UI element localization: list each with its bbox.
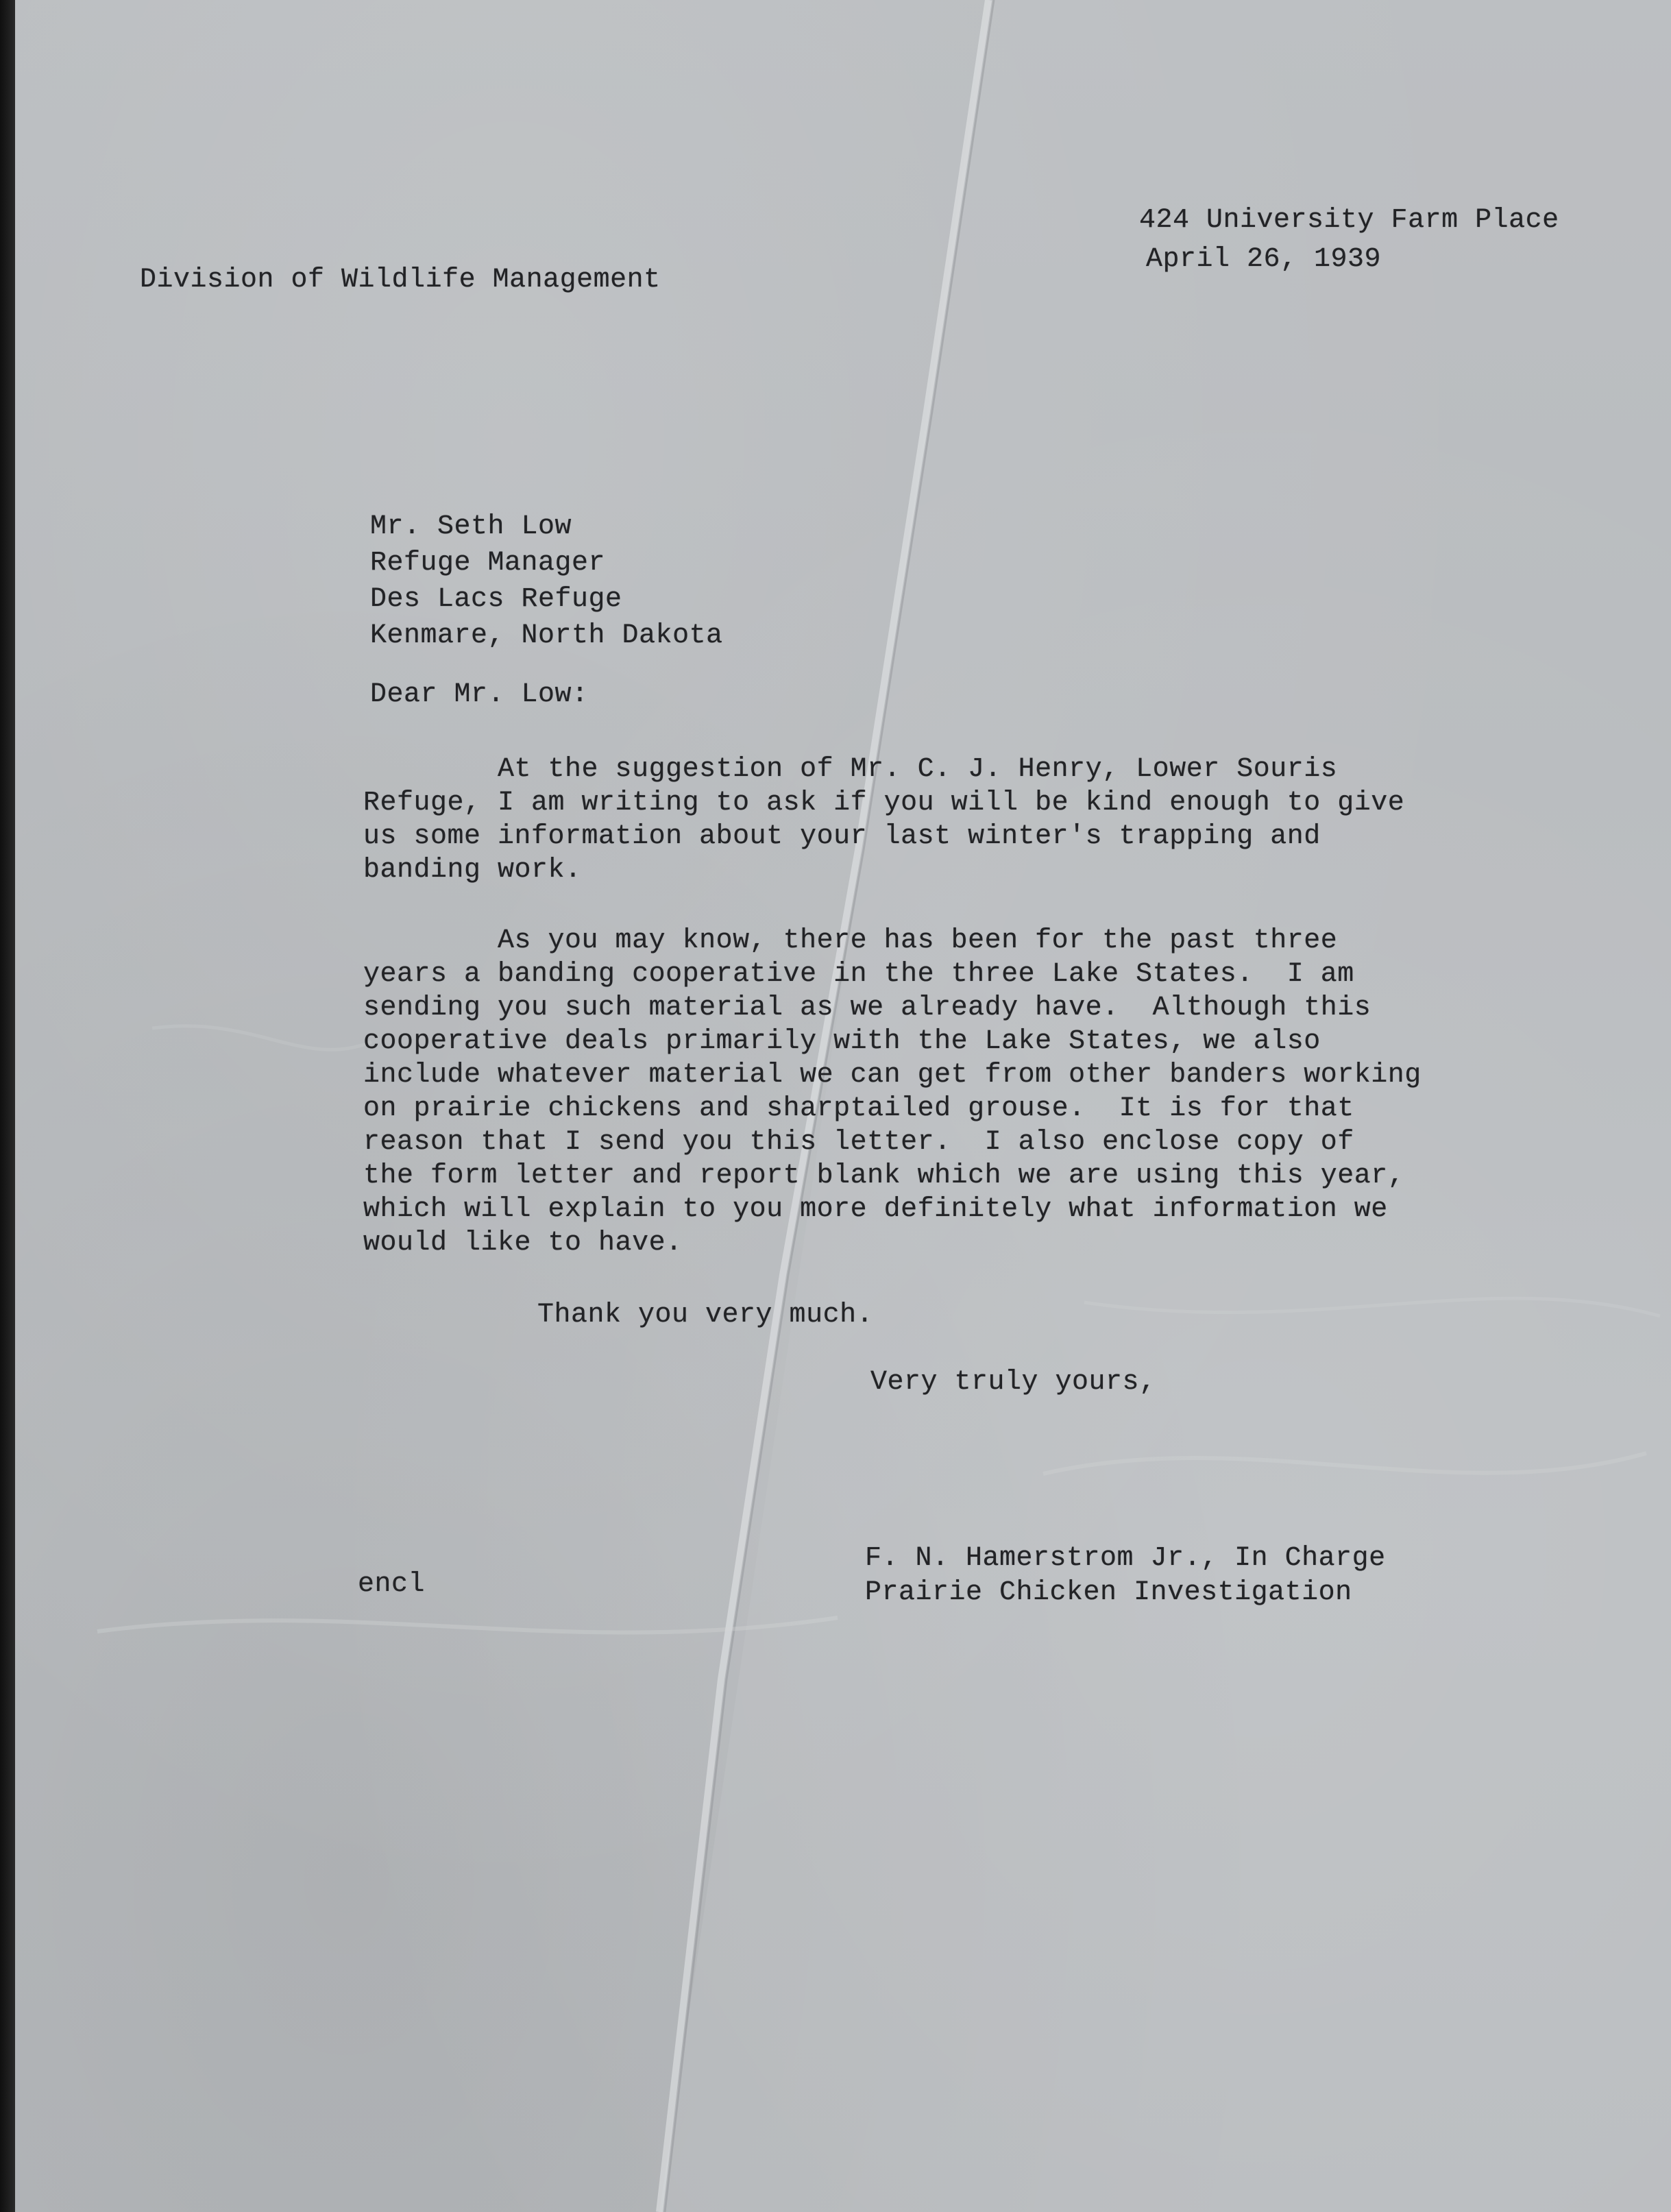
paragraph-1-line: At the suggestion of Mr. C. J. Henry, Lower Souris bbox=[363, 754, 1338, 785]
paragraph-2-line: include whatever material we can get from other banders working bbox=[363, 1060, 1422, 1091]
scan-edge bbox=[0, 0, 15, 2212]
paragraph-2-line: on prairie chickens and sharptailed grouse. It is for that bbox=[363, 1093, 1354, 1124]
recipient-location: Kenmare, North Dakota bbox=[370, 620, 723, 651]
recipient-name: Mr. Seth Low bbox=[370, 511, 572, 542]
paragraph-2-line: which will explain to you more definitely what information we bbox=[363, 1194, 1388, 1225]
closing-line: Very truly yours, bbox=[870, 1367, 1156, 1398]
paragraph-2-line: cooperative deals primarily with the Lake States, we also bbox=[363, 1026, 1321, 1057]
paragraph-1-line: banding work. bbox=[363, 855, 582, 886]
division-heading: Division of Wildlife Management bbox=[140, 265, 661, 295]
paragraph-2-line: As you may know, there has been for the past three bbox=[363, 925, 1338, 956]
paragraph-2-line: would like to have. bbox=[363, 1228, 683, 1259]
signature-name: F. N. Hamerstrom Jr., In Charge bbox=[865, 1543, 1386, 1574]
paragraph-1 bbox=[363, 753, 1432, 887]
salutation: Dear Mr. Low: bbox=[370, 679, 589, 710]
paragraph-1-line: Refuge, I am writing to ask if you will be kind enough to give bbox=[363, 788, 1405, 818]
paragraph-2 bbox=[363, 924, 1432, 1260]
paragraph-2-line: reason that I send you this letter. I also enclose copy of bbox=[363, 1127, 1354, 1158]
letter-date: April 26, 1939 bbox=[1146, 244, 1382, 275]
letter-page bbox=[15, 0, 1671, 2212]
paragraph-1-line: us some information about your last winter's trapping and bbox=[363, 821, 1321, 852]
paragraph-2-line: sending you such material as we already have. Although this bbox=[363, 993, 1371, 1023]
sender-address: 424 University Farm Place bbox=[1139, 205, 1559, 236]
recipient-organization: Des Lacs Refuge bbox=[370, 584, 622, 615]
paragraph-2-line: years a banding cooperative in the three Lake States. I am bbox=[363, 959, 1354, 990]
thanks-line: Thank you very much. bbox=[537, 1300, 874, 1330]
enclosure-note: encl bbox=[358, 1569, 426, 1600]
recipient-title: Refuge Manager bbox=[370, 548, 606, 579]
signature-title: Prairie Chicken Investigation bbox=[865, 1577, 1352, 1608]
paragraph-2-line: the form letter and report blank which we are using this year, bbox=[363, 1160, 1405, 1191]
